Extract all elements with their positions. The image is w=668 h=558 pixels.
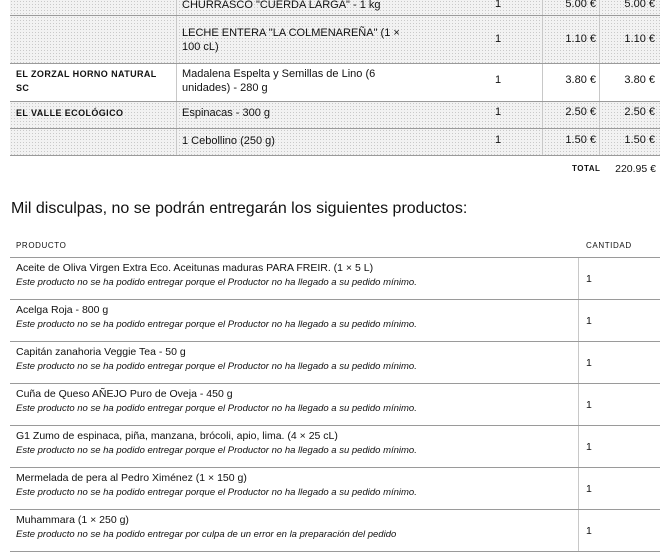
missing-row [10, 300, 660, 342]
provider-cell [10, 64, 177, 101]
missing-product-reason: Este producto no se ha podido entregar por culpa de un error en la preparación del pedido [16, 529, 397, 540]
order-total: 5.00 € [624, 0, 655, 10]
cell-divider [542, 16, 543, 63]
order-total: 1.50 € [624, 134, 655, 146]
missing-row [10, 258, 660, 300]
order-product: LECHE ENTERA "LA COLMENAREÑA" (1 × 100 cL) [182, 27, 400, 53]
cell-divider [542, 0, 543, 15]
provider-name: EL ZORZAL HORNO NATURAL SC [16, 69, 157, 93]
missing-row [10, 342, 660, 384]
missing-product-reason: Este producto no se ha podido entregar porque el Productor no ha llegado a su pedido mínimo. [16, 361, 417, 372]
missing-products-table [10, 233, 660, 552]
missing-product-cell [10, 300, 579, 341]
missing-product-cell [10, 342, 579, 383]
order-price: 1.10 € [565, 33, 596, 45]
missing-product-reason: Este producto no se ha podido entregar porque el Productor no ha llegado a su pedido mínimo. [16, 487, 417, 498]
cell-divider [542, 64, 543, 101]
order-price: 5.00 € [565, 0, 596, 10]
order-product: CHURRASCO "CUERDA LARGA" - 1 kg [182, 0, 381, 11]
column-header-quantity: CANTIDAD [586, 241, 632, 250]
column-header-product: PRODUCTO [16, 241, 67, 250]
order-total-row [10, 162, 660, 178]
order-table [10, 0, 660, 156]
missing-product-qty: 1 [586, 273, 592, 285]
missing-product-name: Acelga Roja - 800 g [16, 304, 109, 316]
missing-product-qty: 1 [586, 357, 592, 369]
provider-cell [10, 102, 177, 128]
missing-product-qty: 1 [586, 399, 592, 411]
cell-divider [599, 64, 600, 101]
missing-product-name: G1 Zumo de espinaca, piña, manzana, brócoli, apio, lima. (4 × 25 cL) [16, 430, 338, 442]
order-row [10, 16, 660, 64]
provider-name: EL VALLE ECOLÓGICO [16, 108, 124, 118]
missing-product-name: Mermelada de pera al Pedro Ximénez (1 × 150 g) [16, 472, 247, 484]
missing-product-cell [10, 384, 579, 425]
cell-divider [542, 129, 543, 155]
missing-row [10, 468, 660, 510]
missing-product-name: Capitán zanahoria Veggie Tea - 50 g [16, 346, 186, 358]
missing-product-cell [10, 258, 579, 299]
order-price: 2.50 € [565, 106, 596, 118]
missing-product-reason: Este producto no se ha podido entregar porque el Productor no ha llegado a su pedido mínimo. [16, 319, 417, 330]
order-qty: 1 [494, 106, 502, 118]
missing-product-name: Cuña de Queso AÑEJO Puro de Oveja - 450 g [16, 388, 233, 400]
cell-divider [599, 0, 600, 15]
order-total: 1.10 € [624, 33, 655, 45]
missing-product-name: Muhammara (1 × 250 g) [16, 514, 129, 526]
missing-row [10, 510, 660, 552]
order-total: 2.50 € [624, 106, 655, 118]
cell-divider [599, 102, 600, 128]
missing-product-qty: 1 [586, 441, 592, 453]
missing-product-qty: 1 [586, 483, 592, 495]
provider-cell [10, 129, 177, 155]
order-row [10, 129, 660, 156]
order-product: 1 Cebollino (250 g) [182, 135, 275, 147]
order-product: Madalena Espelta y Semillas de Lino (6 unidades) - 280 g [182, 68, 376, 94]
order-product: Espinacas - 300 g [182, 107, 271, 119]
missing-product-cell [10, 510, 579, 551]
missing-row [10, 426, 660, 468]
missing-product-qty: 1 [586, 315, 592, 327]
missing-product-reason: Este producto no se ha podido entregar porque el Productor no ha llegado a su pedido mínimo. [16, 277, 417, 288]
order-total: 3.80 € [624, 74, 655, 86]
missing-table-header [10, 233, 660, 258]
order-qty: 1 [494, 33, 502, 45]
total-label: TOTAL [572, 164, 601, 173]
missing-row [10, 384, 660, 426]
order-row [10, 64, 660, 102]
order-price: 3.80 € [565, 74, 596, 86]
missing-product-cell [10, 426, 579, 467]
cell-divider [542, 102, 543, 128]
cell-divider [599, 16, 600, 63]
missing-product-reason: Este producto no se ha podido entregar porque el Productor no ha llegado a su pedido mínimo. [16, 403, 417, 414]
provider-cell [10, 0, 177, 15]
provider-cell [10, 16, 177, 63]
missing-product-cell [10, 468, 579, 509]
cell-divider [599, 129, 600, 155]
missing-product-qty: 1 [586, 525, 592, 537]
total-value: 220.95 € [615, 163, 656, 175]
order-qty: 1 [494, 74, 502, 86]
order-row [10, 102, 660, 129]
missing-products-heading: Mil disculpas, no se podrán entregarán los siguientes productos: [11, 200, 468, 217]
order-row [10, 0, 660, 16]
order-qty: 1 [494, 134, 502, 146]
order-qty: 1 [494, 0, 502, 10]
missing-product-name: Aceite de Oliva Virgen Extra Eco. Aceitunas maduras PARA FREIR. (1 × 5 L) [16, 262, 374, 274]
missing-product-reason: Este producto no se ha podido entregar porque el Productor no ha llegado a su pedido mínimo. [16, 445, 417, 456]
order-price: 1.50 € [565, 134, 596, 146]
